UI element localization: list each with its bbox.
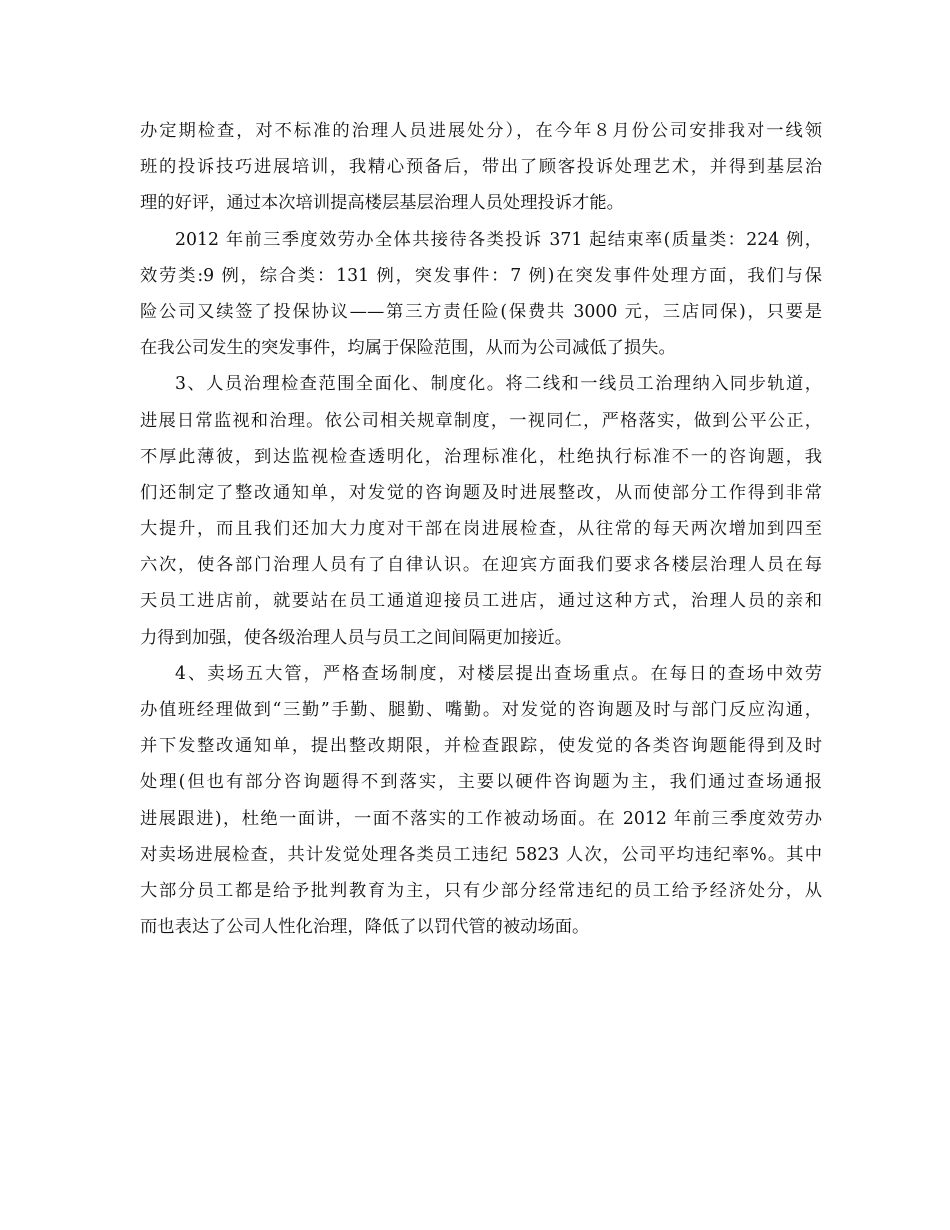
text-line: 险公司又续签了投保协议——第三方责任险(保费共 3000 元，三店同保)，只要是: [140, 301, 822, 322]
text-line: 并下发整改通知单，提出整改期限，并检查跟踪，使发觉的各类咨询题能得到及时: [140, 736, 822, 757]
text-line: 3、人员治理检查范围全面化、制度化。将二线和一线员工治理纳入同步轨道，: [175, 374, 822, 395]
text-line: 对卖场进展检查，共计发觉处理各类员工违纪 5823 人次，公司平均违纪率%。其中: [140, 844, 822, 865]
text-line: 2012 年前三季度效劳办全体共接待各类投诉 371 起结束率(质量类：224 例，: [175, 229, 822, 250]
text-line: 处理(但也有部分咨询题得不到落实，主要以硬件咨询题为主，我们通过查场通报: [140, 772, 822, 793]
paragraph-1: [140, 113, 822, 222]
paragraph-2: [140, 222, 822, 367]
text-line: 大提升，而且我们还加大力度对干部在岗进展检查，从往常的每天两次增加到四至: [140, 519, 822, 540]
paragraph-4: [140, 656, 822, 946]
text-line: 进展日常监视和治理。依公司相关规章制度，一视同仁，严格落实，做到公平公正，: [140, 410, 822, 431]
text-line: 效劳类:9 例，综合类：131 例，突发事件：7 例)在突发事件处理方面，我们与保: [140, 265, 822, 286]
text-line: 力得到加强，使各级治理人员与员工之间间隔更加接近。: [140, 627, 573, 648]
text-line: 在我公司发生的突发事件，均属于保险范围，从而为公司减低了损失。: [140, 338, 676, 359]
document-body: [140, 113, 822, 945]
text-line: 们还制定了整改通知单，对发觉的咨询题及时进展整改，从而使部分工作得到非常: [140, 482, 822, 503]
text-line: 班的投诉技巧进展培训，我精心预备后，带出了顾客投诉处理艺术，并得到基层治: [140, 157, 822, 178]
text-line: 进展跟进)，杜绝一面讲，一面不落实的工作被动场面。在 2012 年前三季度效劳办: [140, 808, 822, 829]
text-line: 六次，使各部门治理人员有了自律认识。在迎宾方面我们要求各楼层治理人员在每: [140, 555, 822, 576]
text-line: 办值班经理做到“三勤”手勤、腿勤、嘴勤。对发觉的咨询题及时与部门反应沟通，: [140, 700, 822, 720]
text-line: 办定期检查，对不标准的治理人员进展处分），在今年８月份公司安排我对一线领: [140, 121, 822, 141]
text-line: 不厚此薄彼，到达监视检查透明化，治理标准化，杜绝执行标准不一的咨询题，我: [140, 446, 822, 467]
text-line: 4、卖场五大管，严格查场制度，对楼层提出查场重点。在每日的查场中效劳: [175, 663, 822, 684]
text-line: 大部分员工都是给予批判教育为主，只有少部分经常违纪的员工给予经济处分，从: [140, 880, 822, 901]
paragraph-3: [140, 366, 822, 656]
text-line: 天员工进店前，就要站在员工通道迎接员工进店，通过这种方式，治理人员的亲和: [140, 591, 822, 612]
text-line: 理的好评，通过本次培训提高楼层基层治理人员处理投诉才能。: [140, 193, 624, 214]
text-line: 而也表达了公司人性化治理，降低了以罚代管的被动场面。: [140, 917, 590, 938]
